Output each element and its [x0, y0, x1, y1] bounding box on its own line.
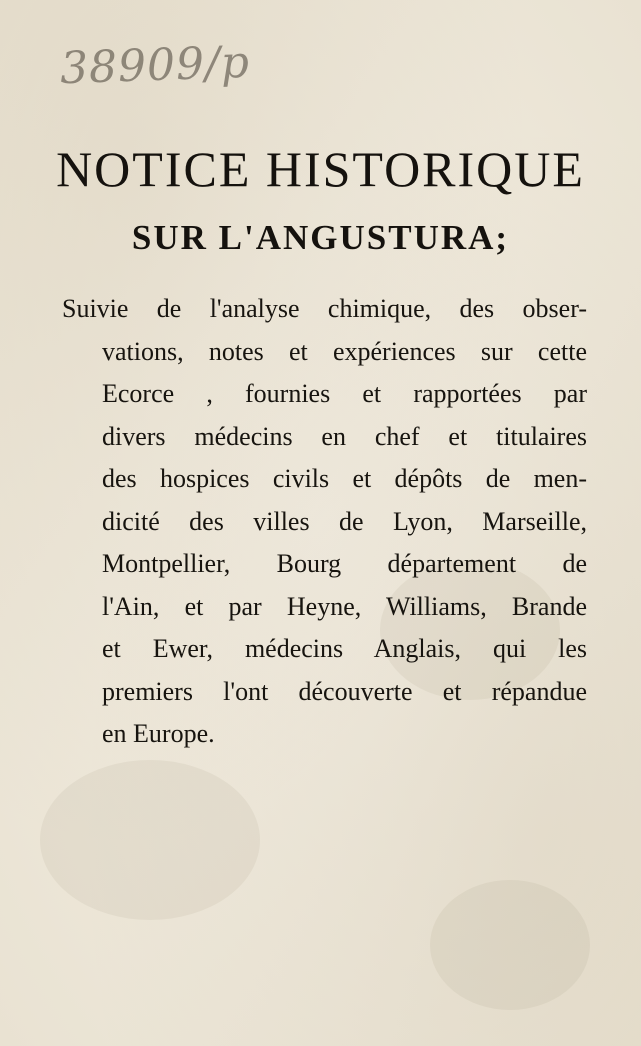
text-line: divers médecins en chef et titulaires	[102, 421, 587, 451]
text-line: en Europe.	[102, 719, 215, 748]
page-title: NOTICE HISTORIQUE	[56, 141, 585, 197]
text-line: des hospices civils et dépôts de men-	[102, 464, 587, 493]
handwritten-shelfmark: 38909/p	[59, 36, 251, 95]
text-line: Montpellier, Bourg département de	[102, 549, 587, 578]
text-line: premiers l'ont découverte et répandue	[102, 676, 587, 706]
page-subtitle: SUR L'ANGUSTURA;	[131, 218, 510, 257]
paper-stain	[430, 880, 590, 1010]
text-line: Ecorce , fournies et rapportées par	[102, 379, 587, 408]
text-line: Suivie de l'analyse chimique, des obser-	[62, 294, 587, 323]
text-line: et Ewer, médecins Anglais, qui les	[102, 634, 587, 663]
body-paragraph	[62, 288, 587, 756]
text-line: l'Ain, et par Heyne, Williams, Brande	[102, 591, 587, 621]
text-line: vations, notes et expériences sur cette	[102, 336, 587, 366]
text-line: dicité des villes de Lyon, Marseille,	[102, 506, 587, 536]
paper-stain	[40, 760, 260, 920]
